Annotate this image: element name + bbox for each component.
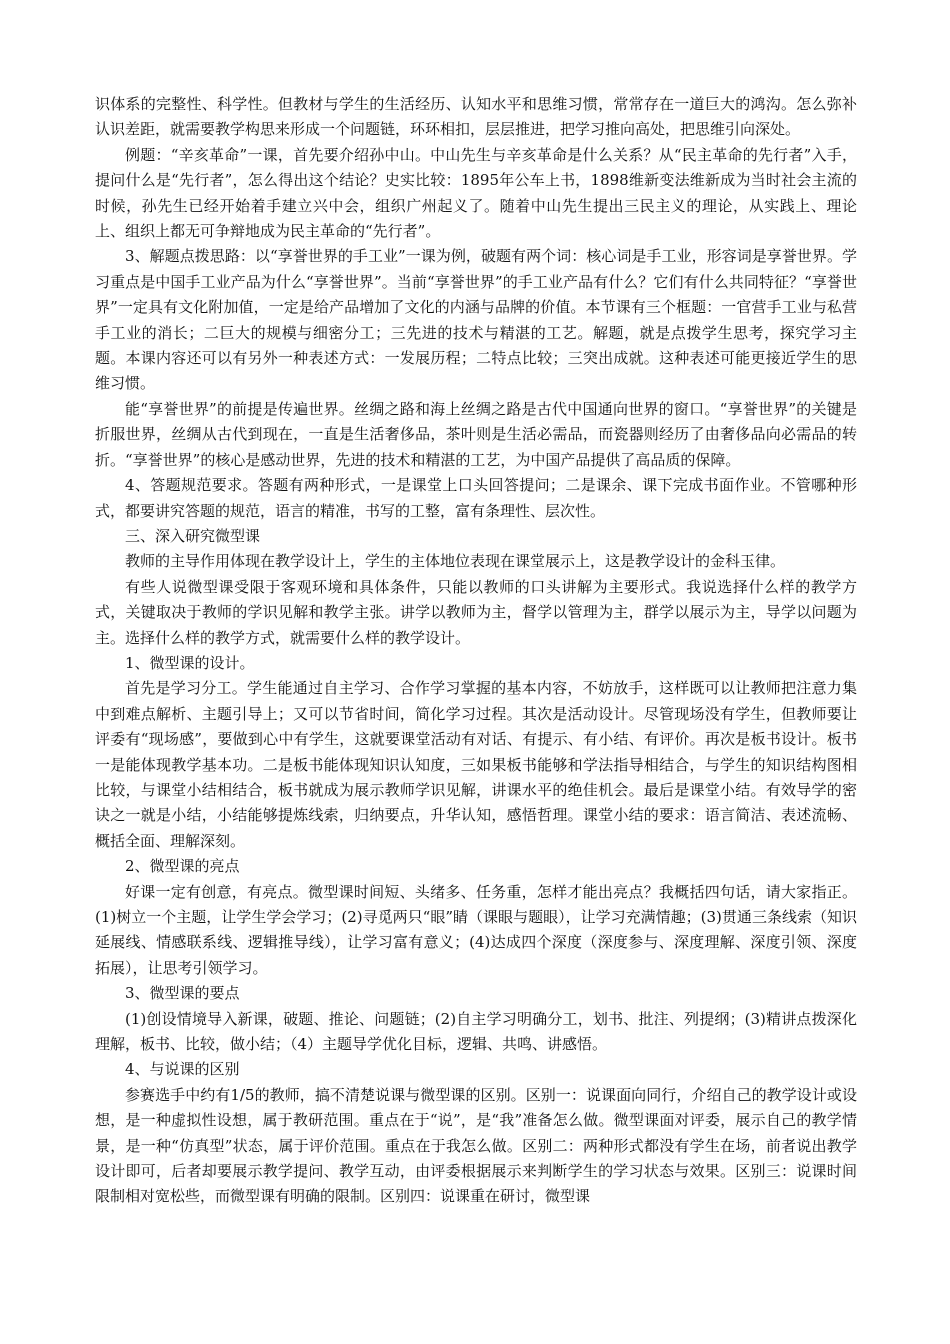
paragraph-design: 首先是学习分工。学生能通过自主学习、合作学习掌握的基本内容，不妨放手，这样既可以让教师把注意力集中到难点解析、主题引导上；又可以节省时间，简化学习过程。其次是活动设计。尽管现场没有学生，但教师要让评委有“现场感”，要做到心中有学生，这就要课堂活动有对话、有提示、有小结、有评价。再次是板书设计。板书一是能体现教学基本功。二是板书能体现知识认知度，三如果板书能够和学法指导相结合，与学生的知识结构图相比较，与课堂小结相结合，板书就成为展示教师学识见解，讲课水平的绝佳机会。最后是课堂小结。有效导学的密诀之一就是小结，小结能够提炼线索，归纳要点，升华认知，感悟哲理。课堂小结的要求：语言简洁、表述流畅、概括全面、理解深刻。 (95, 679, 857, 850)
paragraph-world-renown: 能“享誉世界”的前提是传遍世界。丝绸之路和海上丝绸之路是古代中国通向世界的窗口。“享誉世界”的关键是折服世界，丝绸从古代到现在，一直是生活奢侈品，茶叶则是生活必需品，而瓷器则经历了由奢侈品向必需品的转折。“享誉世界”的核心是感动世界，先进的技术和精湛的工艺，为中国产品提供了高品质的保障。 (95, 399, 857, 469)
paragraph-point-3: 3、解题点拨思路：以“享誉世界的手工业”一课为例，破题有两个词：核心词是手工业，形容词是享誉世界。学习重点是中国手工业产品为什么“享誉世界”。当前“享誉世界”的手工业产品有什么？它们有什么共同特征？“享誉世界”一定具有文化附加值，一定是给产品增加了文化的内涵与品牌的价值。本节课有三个框题：一官营手工业与私营手工业的消长；二巨大的规模与细密分工；三先进的技术与精湛的工艺。解题，就是点拨学生思考，探究学习主题。本课内容还可以有另外一种表述方式：一发展历程；二特点比较；三突出成就。这种表述可能更接近学生的思维习惯。 (95, 247, 857, 393)
subheading-differences: 4、与说课的区别 (125, 1060, 240, 1079)
paragraph-point-4: 4、答题规范要求。答题有两种形式，一是课堂上口头回答提问；二是课余、课下完成书面作业。不管哪种形式，都要讲究答题的规范，语言的精准，书写的工整，富有条理性、层次性。 (95, 476, 857, 520)
paragraph-teaching-methods: 有些人说微型课受限于客观环境和具体条件，只能以教师的口头讲解为主要形式。我说选择什么样的教学方式，关键取决于教师的学识见解和教学主张。讲学以教师为主，督学以管理为主，群学以展示为主，导学以问题为主。选择什么样的教学方式，就需要什么样的教学设计。 (95, 577, 857, 647)
subheading-key-points: 3、微型课的要点 (125, 984, 240, 1003)
paragraph-highlights: 好课一定有创意，有亮点。微型课时间短、头绪多、任务重，怎样才能出亮点？我概括四句话，请大家指正。(1)树立一个主题，让学生学会学习；(2)寻觅两只“眼”睛（课眼与题眼），让学习充满情趣；(3)贯通三条线索（知识延展线、情感联系线、逻辑推导线），让学习富有意义；(4)达成四个深度（深度参与、深度理解、深度引领、深度拓展），让思考引领学习。 (95, 882, 857, 977)
paragraph-example-xinhai: 例题：“辛亥革命”一课，首先要介绍孙中山。中山先生与辛亥革命是什么关系？从“民主革命的先行者”入手，提问什么是“先行者”，怎么得出这个结论？史实比较：1895年公车上书，1898维新变法维新成为当时社会主流的时候，孙先生已经开始着手建立兴中会，组织广州起义了。随着中山先生提出三民主义的理论，从实践上、理论上、组织上都无可争辩地成为民主革命的“先行者”。 (95, 145, 857, 241)
document-page (95, 92, 857, 1210)
subheading-highlights: 2、微型课的亮点 (125, 857, 240, 876)
section-heading-3: 三、深入研究微型课 (125, 526, 261, 545)
subheading-design: 1、微型课的设计。 (125, 653, 255, 672)
paragraph-differences: 参赛选手中约有1/5的教师，搞不清楚说课与微型课的区别。区别一：说课面向同行，介绍自己的教学设计或设想，是一种虚拟性设想，属于教研范围。重点在于“说”，是“我”准备怎么做。微型课面对评委，展示自己的教学情景，是一种“仿真型”状态，属于评价范围。重点在于我怎么做。区别二：两种形式都没有学生在场，前者说出教学设计即可，后者却要展示教学提问、教学互动，由评委根据展示来判断学生的学习状态与效果。区别三：说课时间限制相对宽松些，而微型课有明确的限制。区别四：说课重在研讨，微型课 (95, 1085, 857, 1206)
paragraph-key-points: (1)创设情境导入新课，破题、推论、问题链；(2)自主学习明确分工，划书、批注、列提纲；(3)精讲点拨深化理解，板书、比较，做小结；（4）主题导学优化目标，逻辑、共鸣、讲感悟。 (95, 1009, 857, 1054)
paragraph-continuation: 识体系的完整性、科学性。但教材与学生的生活经历、认知水平和思维习惯，常常存在一道巨大的鸿沟。怎么弥补认识差距，就需要教学构思来形成一个问题链，环环相扣，层层推进，把学习推向高处，把思维引向深处。 (95, 95, 857, 139)
paragraph-teacher-role: 教师的主导作用体现在教学设计上，学生的主体地位表现在课堂展示上，这是教学设计的金科玉律。 (125, 552, 786, 571)
